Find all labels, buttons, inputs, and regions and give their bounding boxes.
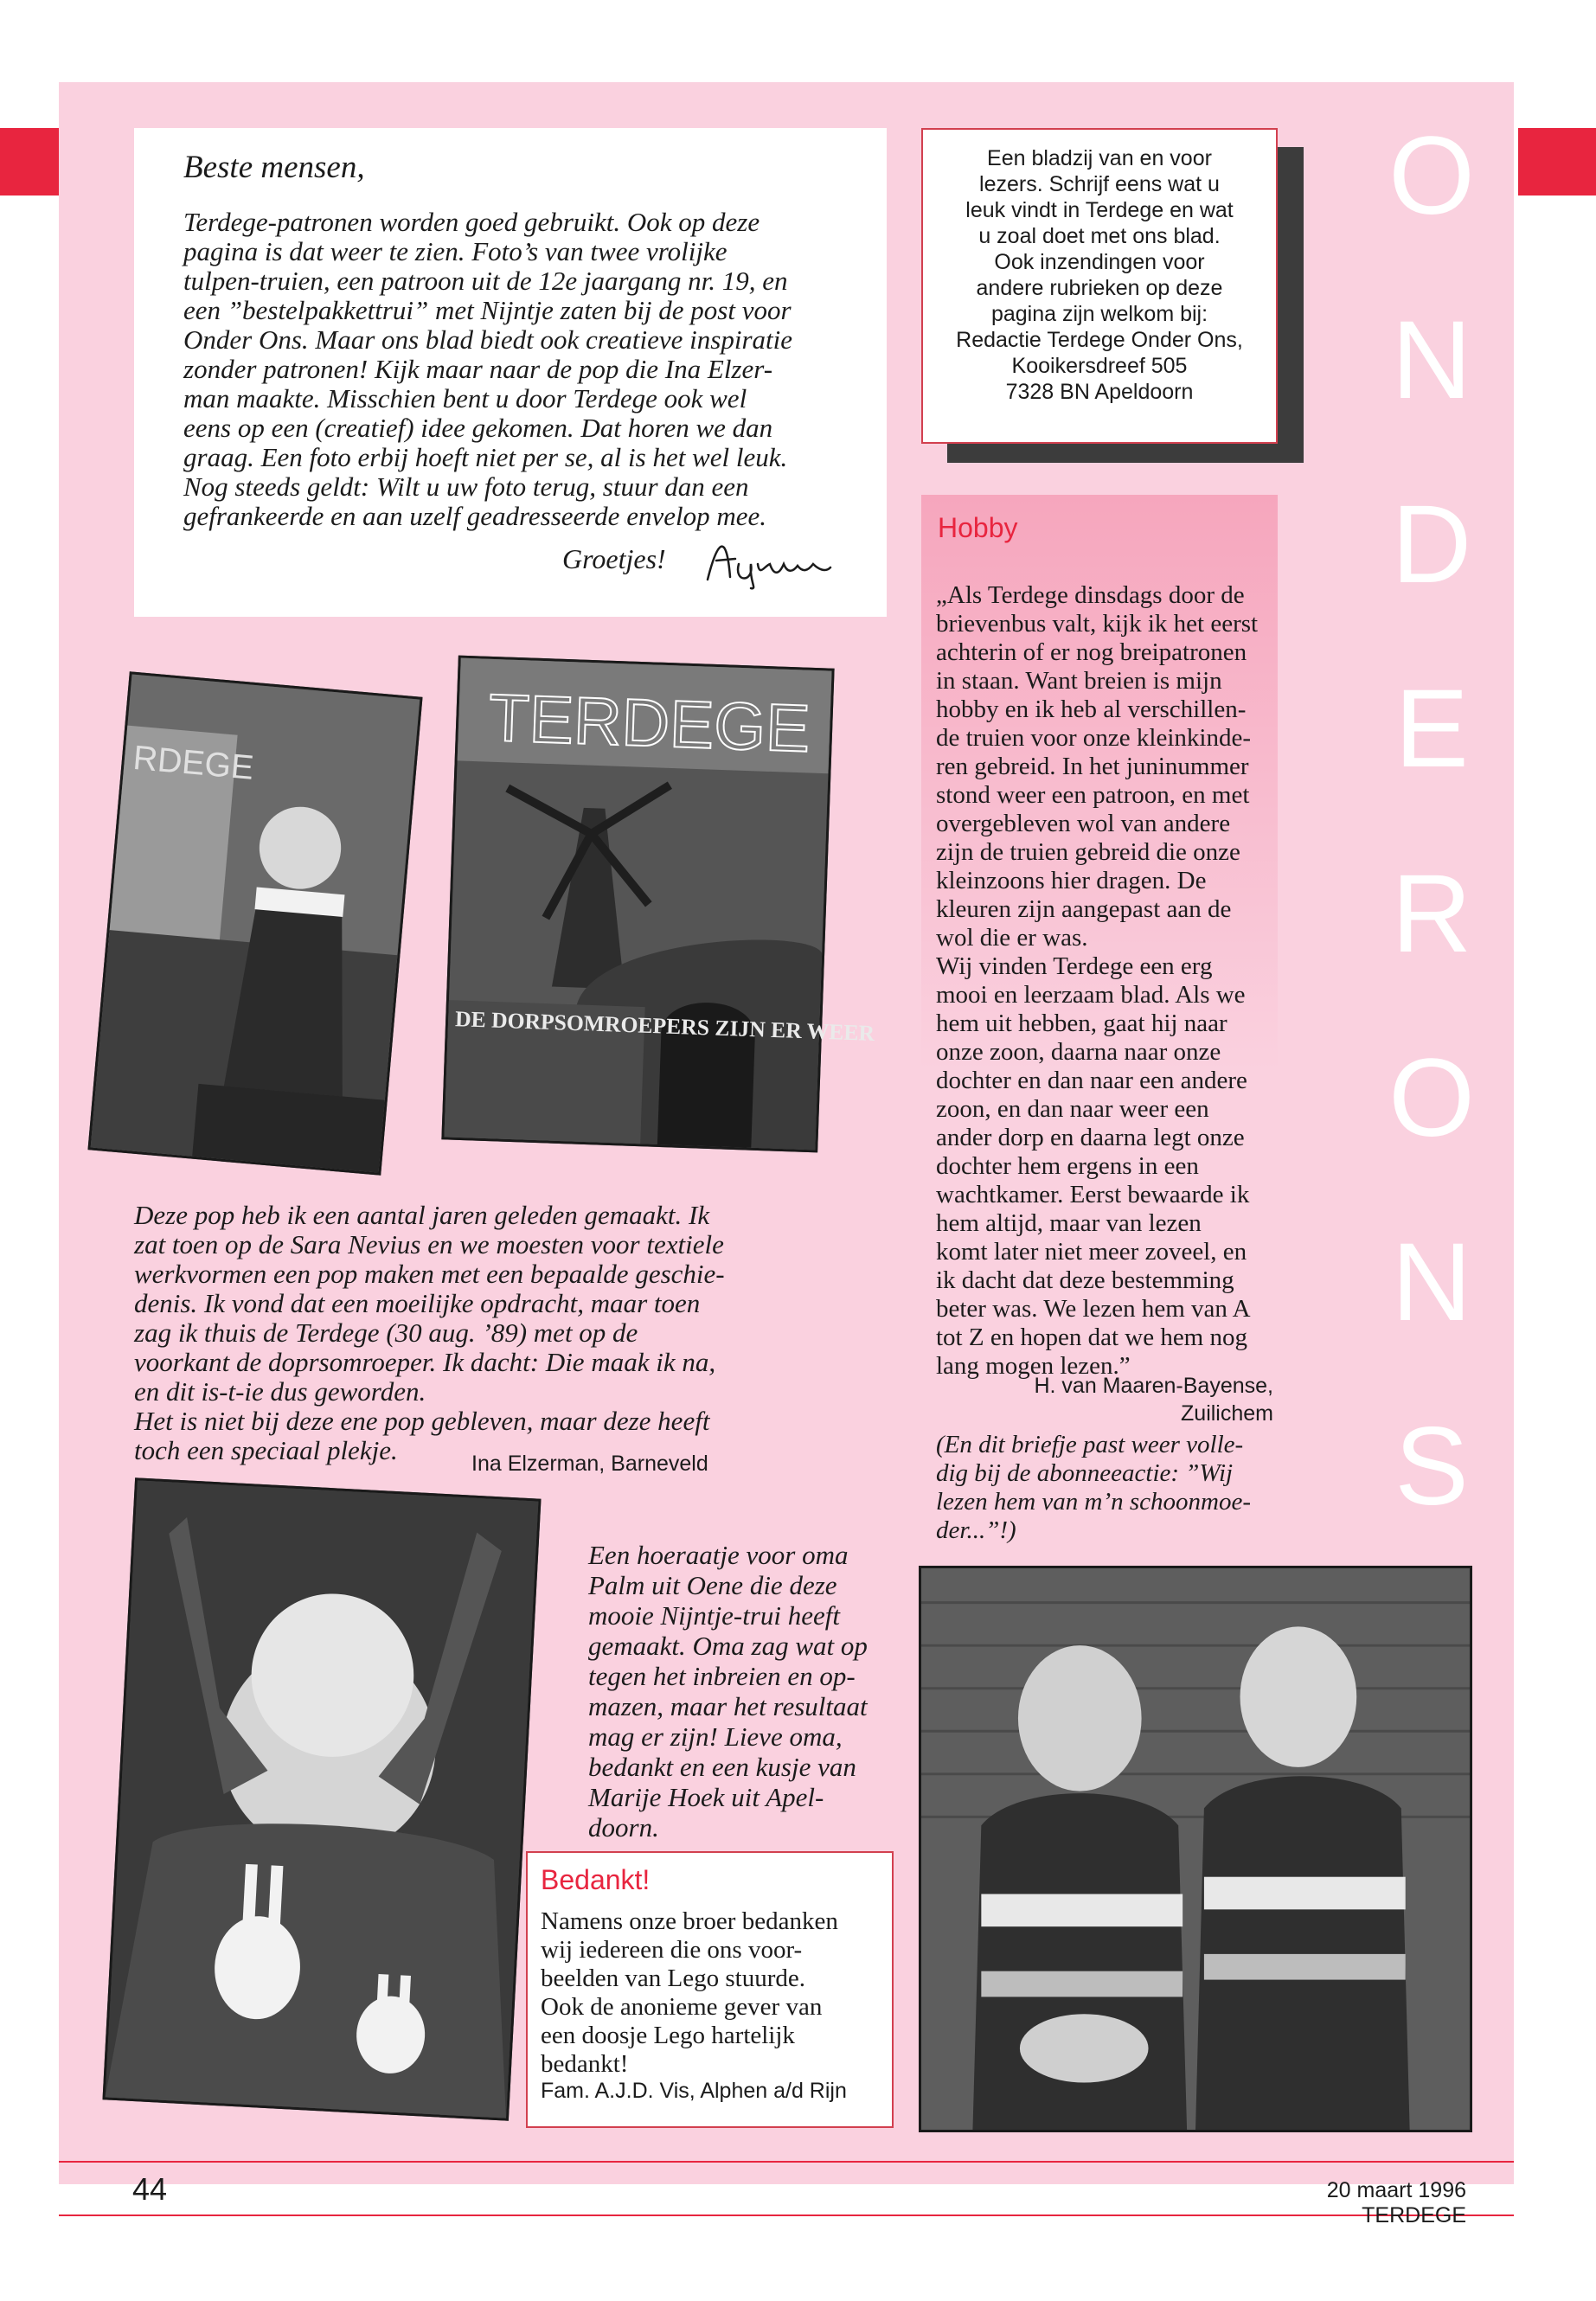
hobby-line: Wij vinden Terdege een erg bbox=[936, 952, 1213, 980]
caption-line: toch een speciaal plekje. bbox=[134, 1435, 398, 1465]
hobby-line: onze zoon, daarna naar onze bbox=[936, 1038, 1221, 1066]
letter-line: Nog steeds geldt: Wilt u uw foto terug, stuur dan een bbox=[183, 471, 749, 502]
footer-rule-top bbox=[59, 2161, 1514, 2163]
section-letter: E bbox=[1394, 667, 1469, 792]
caption-line: Deze pop heb ik een aantal jaren geleden gemaakt. Ik bbox=[134, 1200, 710, 1230]
section-letter: N bbox=[1391, 298, 1472, 423]
caption-line: mooie Nijntje-trui heeft bbox=[588, 1600, 841, 1631]
letter-greeting: Beste mensen, bbox=[183, 150, 365, 185]
hobby-line: ik dacht dat deze bestemming bbox=[936, 1266, 1234, 1294]
footer-issue: 20 maart 1996 TERDEGE bbox=[1326, 2178, 1466, 2227]
bedankt-signature: Fam. A.J.D. Vis, Alphen a/d Rijn bbox=[541, 2079, 847, 2103]
bedankt-heading: Bedankt! bbox=[541, 1864, 651, 1895]
photo-magazine-masthead-small: RDEGE bbox=[131, 738, 256, 787]
hobby-line: in staan. Want breien is mijn bbox=[936, 667, 1222, 695]
letter-line: eens op een (creatief) idee gekomen. Dat horen we dan bbox=[183, 413, 773, 443]
letter-line: tulpen-truien, een patroon uit de 12e jaargang nr. 19, en bbox=[183, 266, 788, 296]
caption-line: Het is niet bij deze ene pop gebleven, maar deze heeft bbox=[134, 1406, 710, 1436]
note-line: (En dit briefje past weer volle- bbox=[936, 1431, 1244, 1458]
info-line: leuk vindt in Terdege en wat bbox=[965, 198, 1234, 222]
bedankt-line: Namens onze broer bedanken bbox=[541, 1907, 838, 1935]
bedankt-line: beelden van Lego stuurde. bbox=[541, 1965, 806, 1992]
caption-line: en dit is-t-ie dus geworden. bbox=[134, 1376, 426, 1407]
caption-line: mag er zijn! Lieve oma, bbox=[588, 1721, 843, 1752]
bedankt-line: een doosje Lego hartelijk bbox=[541, 2022, 795, 2049]
hobby-line: wachtkamer. Eerst bewaarde ik bbox=[936, 1181, 1250, 1208]
letter-line: pagina is dat weer te zien. Foto’s van twee vrolijke bbox=[183, 236, 727, 266]
bedankt-line: bedankt! bbox=[541, 2050, 629, 2078]
section-letter: N bbox=[1391, 1220, 1472, 1344]
hobby-line: „Als Terdege dinsdags door de bbox=[936, 581, 1245, 609]
section-letter: R bbox=[1391, 851, 1472, 976]
info-line: pagina zijn welkom bij: bbox=[990, 302, 1208, 326]
photo-magazine-cover bbox=[441, 656, 875, 1153]
note-line: der...”!) bbox=[936, 1516, 1016, 1544]
letter-closing: Groetjes! bbox=[562, 543, 666, 574]
red-edge-tab-left bbox=[0, 128, 59, 195]
caption-line: Een hoeraatje voor oma bbox=[588, 1540, 849, 1570]
caption-line: Palm uit Oene die deze bbox=[588, 1570, 837, 1600]
info-line: lezers. Schrijf eens wat u bbox=[979, 172, 1220, 196]
caption-line: zag ik thuis de Terdege (30 aug. ’89) met op de bbox=[134, 1317, 638, 1348]
caption-line: werkvormen een pop maken met een bepaalde geschie- bbox=[134, 1259, 725, 1289]
letter-line: man maakte. Misschien bent u door Terdege ook wel bbox=[183, 383, 747, 413]
info-line: andere rubrieken op deze bbox=[976, 276, 1223, 300]
hobby-heading: Hobby bbox=[938, 512, 1018, 543]
hobby-line: dochter hem ergens in een bbox=[936, 1152, 1199, 1180]
caption-line: doorn. bbox=[588, 1812, 659, 1843]
hobby-line: komt later niet meer zoveel, en bbox=[936, 1238, 1247, 1266]
hobby-line: wol die er was. bbox=[936, 924, 1088, 952]
hobby-line: hem altijd, maar van lezen bbox=[936, 1209, 1202, 1237]
letter-line: zonder patronen! Kijk maar naar de pop die Ina Elzer- bbox=[183, 354, 773, 384]
page-number: 44 bbox=[132, 2171, 168, 2207]
oma-caption bbox=[588, 1540, 874, 1843]
hobby-line: ander dorp en daarna legt onze bbox=[936, 1124, 1245, 1151]
hobby-line: beter was. We lezen hem van A bbox=[936, 1295, 1251, 1323]
doll-caption bbox=[134, 1201, 757, 1465]
magazine-cover-line: DE DORPSOMROEPERS ZIJN ER WEER bbox=[454, 1006, 875, 1047]
hobby-line: ren gebreid. In het juninummer bbox=[936, 753, 1249, 780]
hobby-line: mooi en leerzaam blad. Als we bbox=[936, 981, 1246, 1009]
note-line: dig bij de abonneeactie: ”Wij bbox=[936, 1459, 1234, 1487]
photo-child-nijntje-sweater bbox=[102, 1477, 541, 2121]
hobby-line: overgebleven wol van andere bbox=[936, 810, 1231, 837]
hobby-line: stond weer een patroon, en met bbox=[936, 781, 1250, 809]
caption-line: tegen het inbreien en op- bbox=[588, 1661, 856, 1691]
hobby-line: zijn de truien gebreid die onze bbox=[936, 838, 1240, 866]
letter-line: gefrankeerde en aan uzelf geadresseerde envelop mee. bbox=[183, 501, 766, 531]
hobby-place: Zuilichem bbox=[1181, 1401, 1273, 1426]
hobby-line: hem uit hebben, gaat hij naar bbox=[936, 1009, 1227, 1037]
caption-line: zat toen op de Sara Nevius en we moesten voor textiele bbox=[134, 1229, 724, 1259]
section-letter: O bbox=[1388, 1035, 1475, 1160]
info-line: 7328 BN Apeldoorn bbox=[1005, 380, 1194, 404]
caption-line: gemaakt. Oma zag wat op bbox=[588, 1631, 868, 1661]
letter-line: graag. Een foto erbij hoeft niet per se, al is het wel leuk. bbox=[183, 442, 788, 472]
caption-line: Marije Hoek uit Apel- bbox=[588, 1782, 824, 1812]
bedankt-body bbox=[541, 1907, 882, 2079]
letter-line: Onder Ons. Maar ons blad biedt ook creatieve inspiratie bbox=[183, 324, 792, 355]
hobby-line: zoon, en dan naar weer een bbox=[936, 1095, 1209, 1123]
hobby-line: tot Z en hopen dat we hem nog bbox=[936, 1324, 1247, 1351]
info-line: Kooikersdreef 505 bbox=[1011, 354, 1188, 378]
hobby-line: kleuren zijn aangepast aan de bbox=[936, 895, 1232, 923]
hobby-body bbox=[936, 581, 1273, 1381]
signature-agnes bbox=[701, 529, 839, 590]
photo-two-boys-tulip-sweaters bbox=[919, 1566, 1472, 2132]
info-line: Een bladzij van en voor bbox=[987, 146, 1212, 170]
bedankt-line: wij iedereen die ons voor- bbox=[541, 1936, 803, 1964]
section-title-vertical bbox=[1375, 114, 1488, 1529]
caption-line: bedankt en een kusje van bbox=[588, 1752, 856, 1782]
red-edge-tab-right bbox=[1518, 128, 1596, 195]
letter-body bbox=[183, 208, 867, 531]
hobby-line: dochter en dan naar een andere bbox=[936, 1067, 1247, 1094]
hobby-line: de truien voor onze kleinkinde- bbox=[936, 724, 1251, 752]
caption-line: denis. Ik vond dat een moeilijke opdracht, maar toen bbox=[134, 1288, 701, 1318]
note-line: lezen hem van m’n schoonmoe- bbox=[936, 1488, 1252, 1516]
hobby-line: hobby en ik heb al verschillen- bbox=[936, 695, 1247, 723]
magazine-masthead: TERDEGE bbox=[487, 680, 811, 766]
info-line: Redactie Terdege Onder Ons, bbox=[956, 328, 1243, 352]
hobby-line: achterin of er nog breipatronen bbox=[936, 638, 1247, 666]
caption-line: mazen, maar het resultaat bbox=[588, 1691, 868, 1721]
section-letter: O bbox=[1388, 114, 1475, 238]
hobby-line: brievenbus valt, kijk ik het eerst bbox=[936, 610, 1259, 638]
hobby-line: lang mogen lezen.” bbox=[936, 1352, 1131, 1380]
info-line: u zoal doet met ons blad. bbox=[978, 224, 1221, 248]
section-letter: S bbox=[1394, 1404, 1469, 1529]
bedankt-line: Ook de anonieme gever van bbox=[541, 1993, 823, 2021]
hobby-signature: H. van Maaren-Bayense, bbox=[1034, 1374, 1273, 1398]
photo-doll bbox=[87, 671, 422, 1176]
info-box bbox=[921, 128, 1278, 444]
info-line: Ook inzendingen voor bbox=[994, 250, 1205, 274]
doll-caption-signature: Ina Elzerman, Barneveld bbox=[471, 1452, 708, 1476]
hobby-line: kleinzoons hier dragen. De bbox=[936, 867, 1207, 894]
section-letter: D bbox=[1391, 483, 1472, 607]
letter-line: een ”bestelpakkettrui” met Nijntje zaten bij de post voor bbox=[183, 295, 792, 325]
hobby-editor-note bbox=[936, 1431, 1273, 1545]
letter-line: Terdege-patronen worden goed gebruikt. Ook op deze bbox=[183, 207, 760, 237]
caption-line: voorkant de doprsomroeper. Ik dacht: Die maak ik na, bbox=[134, 1347, 716, 1377]
